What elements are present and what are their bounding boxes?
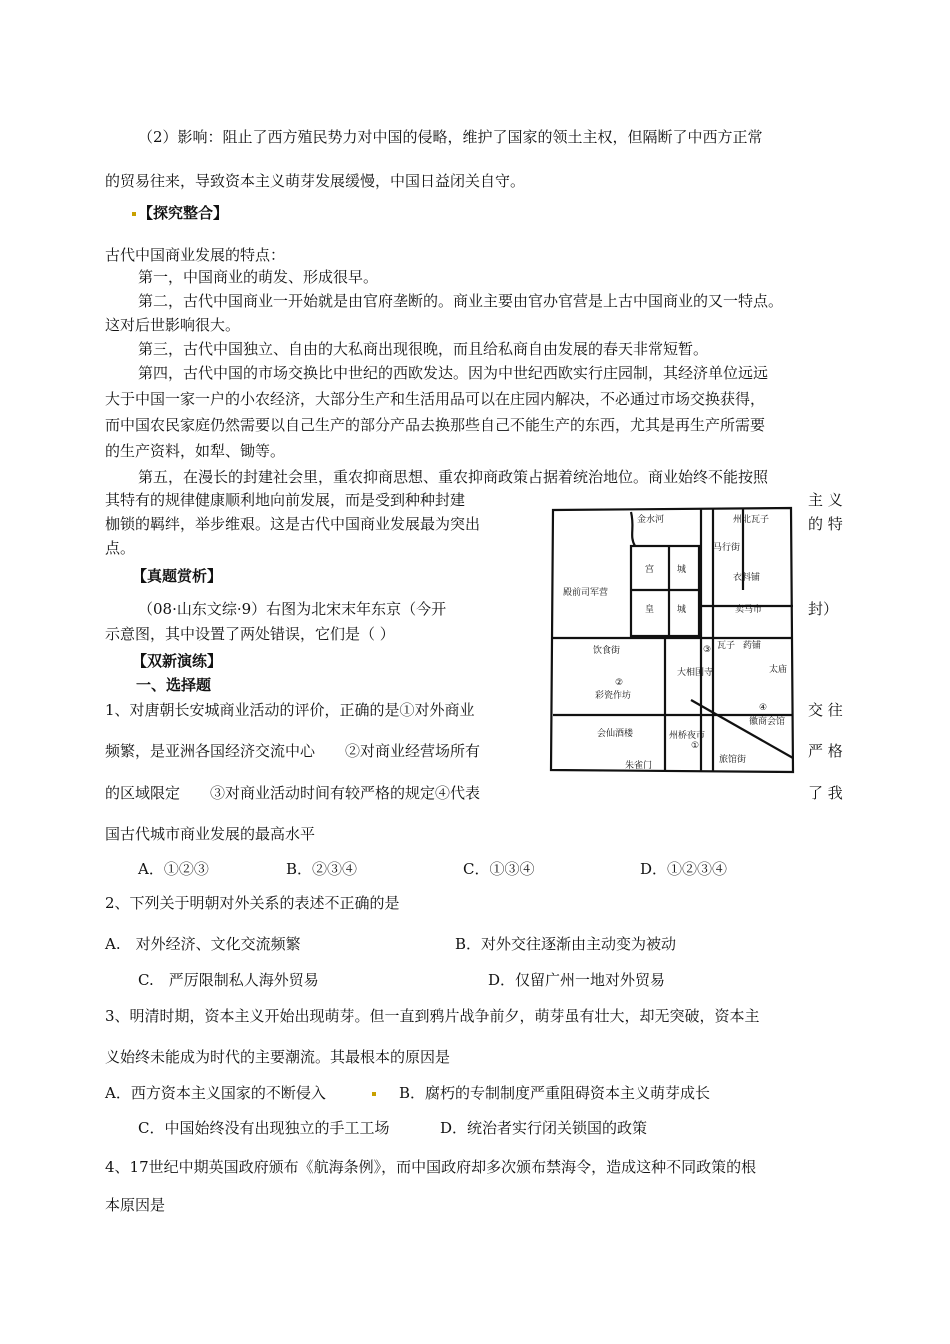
map-label: 宫 (645, 565, 655, 575)
exam-question-1-right: 封） (808, 600, 839, 618)
q2-option-c[interactable]: C. 严厉限制私人海外贸易 (138, 971, 319, 989)
q2-option-a[interactable]: A. 对外经济、文化交流频繁 (105, 935, 301, 953)
diagonal-road (691, 700, 793, 758)
impact-line-1: （2）影响：阻止了西方殖民势力对中国的侵略，维护了国家的领土主权，但隔断了中西方正常 (138, 128, 763, 146)
q3-line-1: 3、明清时期，资本主义开始出现萌芽。但一直到鸦片战争前夕，萌芽虽有壮大，却无突破，资本主 (105, 1007, 760, 1025)
feature-5c-right: 的 特 (808, 515, 843, 533)
q1-line-2-right: 严 格 (808, 742, 843, 760)
feature-4a: 第四，古代中国的市场交换比中世纪的西欧发达。因为中世纪西欧实行庄园制，其经济单位远远 (138, 364, 769, 382)
dongjing-map (543, 500, 805, 778)
q2-stem: 2、下列关于明朝对外关系的表述不正确的是 (105, 894, 400, 912)
map-label: 会仙酒楼 (597, 729, 634, 739)
q1-line-1: 1、对唐朝长安城商业活动的评价，正确的是①对外商业 (105, 701, 475, 719)
feature-5c: 枷锁的羁绊，举步维艰。这是古代中国商业发展最为突出 (105, 515, 481, 533)
map-label: ③ (703, 645, 712, 655)
section-tanjiu (132, 203, 228, 223)
q3-line-2: 义始终未能成为时代的主要潮流。其最根本的原因是 (105, 1048, 451, 1066)
section-shuangxin: 【双新演练】 (132, 652, 223, 670)
q3-option-d[interactable]: D．统治者实行闭关锁国的政策 (440, 1119, 648, 1137)
map-label: 瓦子 (717, 641, 736, 651)
map-label: 旅馆街 (719, 755, 747, 765)
q1-line-3-right: 了 我 (808, 784, 843, 802)
q4-line-2: 本原因是 (105, 1196, 166, 1214)
section-tanjiu-label: 【探究整合】 (138, 204, 229, 222)
exam-question-2: 示意图，其中设置了两处错误，它们是（ ） (105, 625, 395, 643)
map-label: 彩瓷作坊 (595, 691, 632, 701)
map-label: 卖马市 (735, 605, 763, 615)
map-label: 金水河 (637, 515, 665, 525)
feature-4c: 而中国农民家庭仍然需要以自己生产的部分产品去换那些自己不能生产的东西，尤其是再生产所需要 (105, 416, 766, 434)
map-label: 衣料铺 (733, 573, 761, 583)
map-label: 州北瓦子 (733, 515, 770, 525)
impact-line-2: 的贸易往来，导致资本主义萌芽发展缓慢，中国日益闭关自守。 (105, 172, 526, 190)
feature-4d: 的生产资料，如犁、锄等。 (105, 442, 286, 460)
marker-dot (132, 212, 136, 216)
q1-line-3: 的区域限定 ③对商业活动时间有较严格的规定④代表 (105, 784, 481, 802)
map-label: 城 (677, 605, 687, 615)
feature-4b: 大于中国一家一户的小农经济，大部分生产和生活用品可以在庄园内解决，不必通过市场交换获得， (105, 390, 766, 408)
map-label: 马行街 (713, 543, 741, 553)
map-label: 殿前司军营 (563, 588, 609, 598)
feature-intro: 古代中国商业发展的特点： (105, 246, 286, 264)
q1-line-4: 国古代城市商业发展的最高水平 (105, 825, 316, 843)
map-label: 城 (677, 565, 687, 575)
q1-line-2: 频繁，是亚洲各国经济交流中心 ②对商业经营场所有 (105, 742, 481, 760)
section-zhenti: 【真题赏析】 (132, 567, 223, 585)
map-label: ① (691, 741, 700, 751)
feature-5a: 第五，在漫长的封建社会里，重农抑商思想、重农抑商政策占据着统治地位。商业始终不能按照 (138, 468, 769, 486)
q1-option-d[interactable]: D．①②③④ (640, 860, 728, 878)
feature-5b: 其特有的规律健康顺利地向前发展，而是受到种种封建 (105, 491, 466, 509)
q1-option-c[interactable]: C．①③④ (463, 860, 535, 878)
map-label: 朱雀门 (625, 761, 653, 771)
feature-3: 第三，古代中国独立、自由的大私商出现很晚，而且给私商自由发展的春天非常短暂。 (138, 340, 709, 358)
map-label: 大相国寺 (677, 668, 714, 678)
q3-option-b[interactable]: B．腐朽的专制制度严重阻碍资本主义萌芽成长 (399, 1084, 711, 1102)
q1-option-b[interactable]: B．②③④ (286, 860, 358, 878)
map-label: 药铺 (743, 641, 762, 651)
feature-2a: 第二，古代中国商业一开始就是由官府垄断的。商业主要由官办官营是上古中国商业的又一特点。 (138, 292, 784, 310)
section-choice: 一、选择题 (136, 676, 212, 694)
map-label: 太庙 (769, 665, 788, 675)
q2-option-d[interactable]: D．仅留广州一地对外贸易 (488, 971, 666, 989)
exam-question-1: （08·山东文综·9）右图为北宋末年东京（今开 (138, 600, 447, 618)
map-label: 州桥夜市 (669, 731, 706, 741)
map-label: ④ (759, 703, 768, 713)
map-label: ② (615, 678, 624, 688)
q1-line-1-right: 交 往 (808, 701, 843, 719)
q4-line-1: 4、17世纪中期英国政府颁布《航海条例》，而中国政府却多次颁布禁海令，造成这种不同政策的根 (105, 1158, 757, 1176)
feature-5b-right: 主 义 (808, 491, 843, 509)
map-label: 皇 (645, 605, 655, 615)
marker-dot (372, 1092, 376, 1096)
q1-option-a[interactable]: A．①②③ (138, 860, 209, 878)
jinshui-river (631, 512, 635, 546)
map-label: 饮食街 (593, 646, 621, 656)
feature-2b: 这对后世影响很大。 (105, 316, 241, 334)
q3-option-c[interactable]: C．中国始终没有出现独立的手工工场 (138, 1119, 390, 1137)
feature-5d: 点。 (105, 539, 136, 557)
map-label: 徽商会馆 (749, 717, 786, 727)
q3-option-a[interactable]: A．西方资本主义国家的不断侵入 (105, 1084, 326, 1102)
q3-option-b-wrap (372, 1083, 378, 1103)
feature-1: 第一，中国商业的萌发、形成很早。 (138, 268, 379, 286)
q2-option-b[interactable]: B．对外交往逐渐由主动变为被动 (455, 935, 677, 953)
